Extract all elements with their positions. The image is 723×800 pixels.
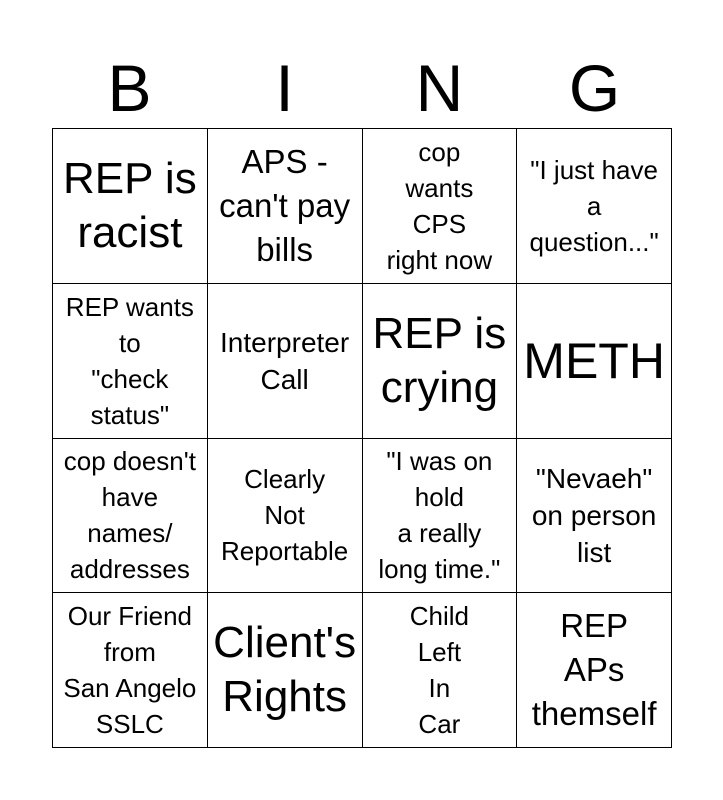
cell-line: REP is	[372, 308, 507, 358]
cell-line: Not	[264, 500, 305, 531]
cell-line: themself	[531, 695, 657, 733]
cell-line: REP is	[63, 153, 197, 203]
cell-line: to	[119, 327, 141, 358]
cell-line: cop	[418, 136, 461, 167]
cell-line: Interpreter	[220, 326, 350, 358]
bingo-cell[interactable]	[517, 439, 672, 594]
bingo-cell[interactable]	[208, 129, 363, 284]
bingo-cell[interactable]	[517, 129, 672, 284]
cell-line: addresses	[69, 554, 190, 585]
bingo-cell[interactable]	[208, 284, 363, 439]
cell-line: Call	[260, 363, 309, 395]
bingo-cell[interactable]	[363, 439, 518, 594]
cell-line: Clearly	[244, 464, 326, 495]
bingo-cell[interactable]	[208, 593, 363, 748]
cell-line: on person	[531, 499, 657, 531]
cell-line: can't pay	[219, 186, 351, 224]
header-letter-n: N	[415, 51, 464, 125]
cell-line: long time."	[378, 554, 501, 585]
bingo-cell[interactable]	[53, 129, 208, 284]
cell-line: REP wants	[65, 291, 194, 322]
bingo-cell[interactable]	[208, 439, 363, 594]
cell-line: cop doesn't	[63, 446, 196, 477]
cell-line: list	[577, 536, 612, 568]
cell-line: right now	[386, 244, 493, 275]
cell-line: APs	[563, 651, 625, 689]
cell-line: Car	[418, 709, 461, 740]
header-letter-i: I	[275, 51, 294, 125]
cell-line: status"	[90, 399, 170, 430]
cell-line: question..."	[529, 226, 659, 257]
cell-line: Child	[409, 601, 469, 632]
cell-line: "I just have	[530, 154, 658, 185]
cell-line: "I was on	[386, 446, 493, 477]
cell-line: METH	[523, 332, 665, 389]
cell-line: Left	[417, 637, 462, 668]
bingo-cell[interactable]	[363, 284, 518, 439]
cell-line: hold	[414, 482, 464, 513]
cell-line: San Angelo	[63, 673, 197, 704]
cell-line: a really	[397, 518, 482, 549]
cell-line: crying	[380, 362, 499, 412]
cell-line: SSLC	[95, 709, 164, 740]
bingo-cell[interactable]	[517, 593, 672, 748]
cell-line: Reportable	[221, 536, 349, 567]
cell-line: names/	[87, 518, 173, 549]
bingo-cell[interactable]	[517, 284, 672, 439]
bingo-cell[interactable]	[53, 593, 208, 748]
bingo-cell[interactable]	[53, 439, 208, 594]
cell-line: have	[101, 482, 159, 513]
bingo-cell[interactable]	[363, 129, 518, 284]
cell-line: from	[103, 637, 156, 668]
cell-line: Rights	[222, 672, 347, 722]
bingo-cell[interactable]	[363, 593, 518, 748]
header-letter-b: B	[107, 51, 152, 125]
bingo-board	[52, 128, 672, 748]
cell-line: APS -	[241, 142, 328, 180]
cell-line: CPS	[412, 208, 467, 239]
cell-line: racist	[77, 207, 183, 257]
cell-line: Our Friend	[67, 601, 192, 632]
cell-line: In	[428, 673, 451, 704]
bingo-cell[interactable]	[53, 284, 208, 439]
cell-line: REP	[560, 607, 629, 645]
cell-line: Client's	[213, 618, 357, 668]
header-letter-g: G	[568, 51, 621, 125]
cell-line: bills	[256, 230, 314, 268]
bingo-header	[52, 48, 672, 128]
cell-line: "Nevaeh"	[535, 462, 653, 494]
cell-line: wants	[405, 172, 474, 203]
cell-line: "check	[91, 363, 169, 394]
cell-line: a	[586, 190, 602, 221]
